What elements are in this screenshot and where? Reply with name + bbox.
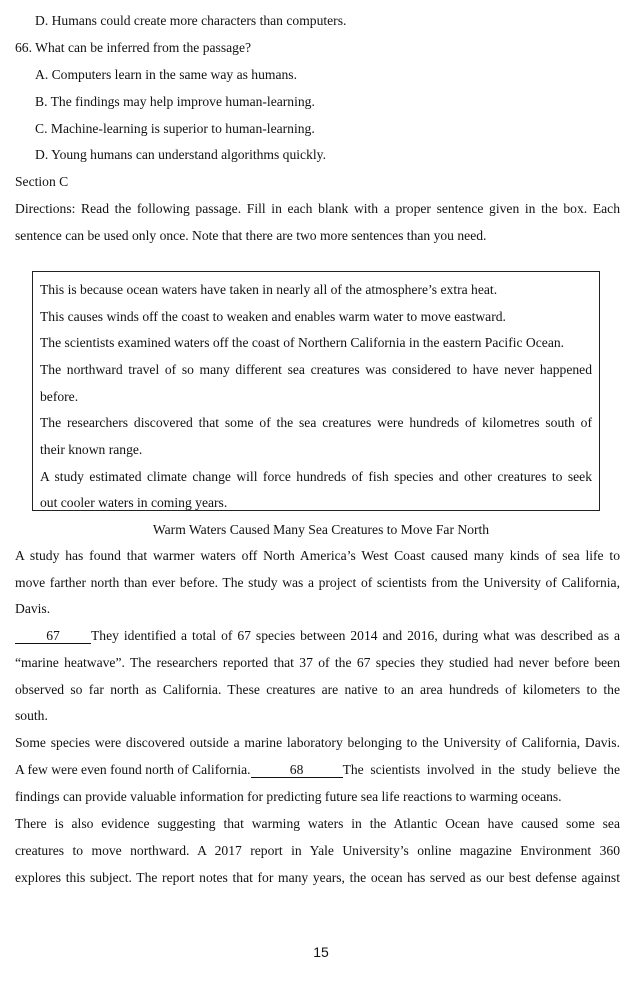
p3-line-1: Some species were discovered outside a marine laboratory belonging to the University of California, Davis. bbox=[15, 735, 620, 750]
p3-line-2-pre: A few were even found north of California. bbox=[15, 762, 251, 777]
box-sentence-1: This is because ocean waters have taken in nearly all of the atmosphere’s extra heat. bbox=[40, 282, 498, 297]
p2-line-4: south. bbox=[15, 708, 48, 723]
p2-line-1-text: They identified a total of 67 species between 2014 and 2016, during what was described as a bbox=[91, 628, 620, 643]
p1-line-3: Davis. bbox=[15, 601, 51, 616]
p2-line-3: observed so far north as California. These creatures are native to an area hundreds of kilometers to the bbox=[15, 682, 620, 697]
box-sentence-4b: before. bbox=[40, 389, 79, 404]
p3-line-2-post: The scientists involved in the study believe the bbox=[342, 762, 620, 777]
q65-option-d: D. Humans could create more characters than computers. bbox=[35, 13, 347, 28]
p4-line-2: creatures to move northward. A 2017 report in Yale University’s online magazine Environment 360 bbox=[15, 843, 620, 858]
box-sentence-5a: The researchers discovered that some of the sea creatures were hundreds of kilometres south of bbox=[40, 415, 592, 430]
box-sentence-2: This causes winds off the coast to weaken and enables warm water to move eastward. bbox=[40, 309, 506, 324]
p1-line-1: A study has found that warmer waters off North America’s West Coast caused many kinds of sea life to bbox=[15, 548, 620, 563]
p3-line-3: findings can provide valuable information for predicting future sea life reactions to warming oceans. bbox=[15, 789, 562, 804]
box-sentence-6a: A study estimated climate change will force hundreds of fish species and other creatures to seek bbox=[40, 469, 592, 484]
blank-67[interactable]: 67 bbox=[15, 628, 91, 644]
page-number: 15 bbox=[313, 944, 329, 960]
directions-line-2: sentence can be used only once. Note that there are two more sentences than you need. bbox=[15, 228, 487, 243]
p3-line-2 bbox=[15, 761, 620, 779]
p1-line-2: move farther north than ever before. The study was a project of scientists from the University of California, bbox=[15, 575, 620, 590]
box-sentence-6b: out cooler waters in coming years. bbox=[40, 495, 228, 510]
q66-option-c: C. Machine-learning is superior to human-learning. bbox=[35, 121, 315, 136]
p4-line-3: explores this subject. The report notes that for many years, the ocean has served as our best defense against bbox=[15, 870, 620, 885]
p2-line-1 bbox=[15, 627, 620, 645]
box-sentence-5b: their known range. bbox=[40, 442, 143, 457]
q66-question: 66. What can be inferred from the passage? bbox=[15, 40, 252, 55]
p2-line-2: “marine heatwave”. The researchers reported that 37 of the 67 species they studied had never before been bbox=[15, 655, 620, 670]
q66-option-b: B. The findings may help improve human-learning. bbox=[35, 94, 315, 109]
box-sentence-4a: The northward travel of so many different sea creatures was considered to have never happened bbox=[40, 362, 592, 377]
blank-68[interactable]: 68 bbox=[251, 762, 343, 778]
directions-line-1: Directions: Read the following passage. Fill in each blank with a proper sentence given in the box. Each bbox=[15, 201, 620, 216]
section-heading: Section C bbox=[15, 174, 69, 189]
sentence-box bbox=[32, 271, 600, 511]
passage-title: Warm Waters Caused Many Sea Creatures to Move Far North bbox=[152, 522, 490, 537]
box-sentence-3: The scientists examined waters off the coast of Northern California in the eastern Pacific Ocean. bbox=[40, 335, 565, 350]
q66-option-a: A. Computers learn in the same way as humans. bbox=[35, 67, 297, 82]
q66-option-d: D. Young humans can understand algorithms quickly. bbox=[35, 147, 326, 162]
p4-line-1: There is also evidence suggesting that warming waters in the Atlantic Ocean have caused some sea bbox=[15, 816, 620, 831]
